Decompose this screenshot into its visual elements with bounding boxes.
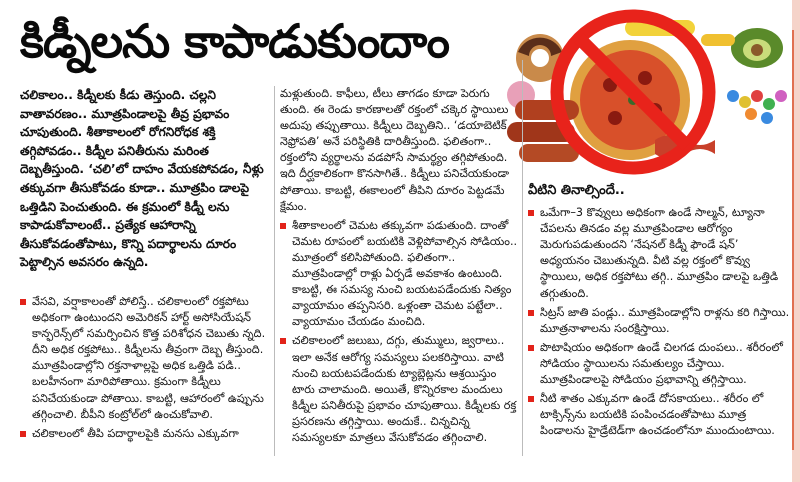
bullet-icon (528, 345, 534, 351)
page-edge-line (792, 30, 794, 450)
list-item: సిట్రస్ జాతి పండ్లు.. మూత్రపిండాల్లోని రాళ్లను కరి గిస్తాయి. మూత్రనాళాలను సంరక్షిస్తాయి. (528, 305, 790, 337)
list-item: పొటాషియం అధికంగా ఉండే చిలగడ దుంపలు.. శరీరంలో సోడియం స్థాయిలను సమతుల్యం చేస్తాయి. మూత్రపిండాలపై సోడియం ప్రభావాన్ని తగ్గిస్తాయి. (528, 340, 790, 388)
column-divider (274, 86, 275, 456)
bullet-icon (20, 299, 26, 305)
list-item: చలికాలంలో జలుబు, దగ్గు, తుమ్ములు, జ్వరాలు.. ఇలా అనేక ఆరోగ్య సమస్యలు పలకరిస్తాయి. వాటి నుంచి బయటపడేందుకు ట్యాబ్లెట్లను ఆశ్రయిస్తుం టారు చాలామంది. అయితే, కొన్నిరకాల మందులు కిడ్నీల పనితీరుపై ప్రభావం చూపుతాయి. కిడ్నీలకు రక్త ప్రసరణను తగ్గిస్తాయి. అందుకే.. చిన్నచిన్న సమస్యలకూ మాత్రలు వేసుకోవడం తగ్గించాలి. (280, 333, 518, 446)
list-item: శీతాకాలంలో చెమట తక్కువగా పడుతుంది. దాంతో చెమట రూపంలో బయటికి వెళ్లిపోవాల్సిన సోడియం.. మూత్రంలో కలిసిపోతుంది. ఫలితంగా.. మూత్రపిండాల్లో రాళ్లు ఏర్పడే అవకాశం ఉంటుంది. కాబట్టి, ఈ సమస్య నుంచి బయటపడేందుకు నిత్యం వ్యాయామం తప్పనిసరి. ఒళ్లంతా చెమట పట్టేలా.. వ్యాయామం చేయడం మంచిది. (280, 218, 518, 331)
column-divider (522, 60, 523, 456)
bullet-icon (280, 223, 286, 229)
article-column-1 (20, 294, 270, 445)
bullet-icon (20, 431, 26, 437)
list-item: మళ్లుతుంది. కాఫీలు, టీలు తాగడం కూడా పెరుగు తుంది. ఈ రెండు కారణాలతో రక్తంలో చక్కెర స్థాయిలు అదుపు తప్పుతాయి. కిడ్నీలు దెబ్బతిని.. ‘డయాబెటిక్ నెఫ్రోపతి’ అనే పరిస్థితికి దారితీస్తుంది. ఫలితంగా.. రక్తంలోని వ్యర్థాలను వడపోసే సామర్థ్యం తగ్గిపోతుంది. ఇది దీర్ఘకాలికంగా కొనసాగితే.. కిడ్నీలు పనిచేయకుండా పోతాయి. కాబట్టి, ఈకాలంలో తీపిని దూరం పెట్టడమే క్షేమం. (280, 87, 510, 213)
list-item: వేసవి, వర్షాకాలంతో పోలిస్తే.. చలికాలంలో రక్తపోటు అధికంగా ఉంటుందని అమెరికన్ హార్ట్ అసోసియేషన్ కాన్ఫరెన్స్‌లో సమర్పించిన కొత్త పరిశోధన చెబుతు న్నది. దీని అధిక రక్తపోటు.. కిడ్నీలను తీవ్రంగా దెబ్బ తీస్తుంది. మూత్రపిండాల్లోని రక్తనాళాల్లపై అధిక ఒత్తిడి పడి.. బలహీనంగా మారిపోతాయి. క్రమంగా కిడ్నీలు పనిచేయకుండా పోతాయి. కాబట్టి, ఆహారంలో ఉప్పును తగ్గించాలి. బీపీని కంట్రోల్‌లో ఉంచుకోవాలి. (20, 294, 270, 423)
headline: కిడ్నీలను కాపాడుకుందాం (20, 14, 449, 68)
junk-food-prohibited-icon (505, 0, 790, 175)
sausage (515, 100, 579, 120)
intro-paragraph: చలికాలం.. కిడ్నీలకు కీడు తెస్తుంది. చల్లని వాతావరణం.. మూత్రపిండాలపై తీవ్ర ప్రభావం చూపుతుంది. శీతాకాలంలో రోగనిరోధక శక్తి తగ్గిపోవడం.. కిడ్నీల పనితీరును మరింత దెబ్బతీస్తుంది. ‘చలి’లో దాహం వేయకపోవడం, నీళ్లు తక్కువగా తీసుకోవడం కూడా.. మూత్రపిం డాలపై ఒత్తిడిని పెంచుతుంది. ఈ క్రమంలో కిడ్నీ లను కాపాడుకోవాలంటే.. ప్రత్యేక ఆహారాన్ని తీసుకోవడంతోపాటు, కొన్ని పదార్థాలను దూరం పెట్టాల్సిన అవసరం ఉన్నది. (20, 88, 264, 270)
list-item: ఒమేగా–3 కొవ్వులు అధికంగా ఉండే సాల్మన్, ట్యూనా చేపలను తినడం వల్ల మూత్రపిండాల ఆరోగ్యం మెరుగుపడుతుందని ‘నేషనల్ కిడ్నీ ఫౌండే షన్’ అధ్యయనం చెబుతున్నది. వీటి వల్ల రక్తంలో కొవ్వు స్థాయిలు, అధిక రక్తపోటు తగ్గి.. మూత్రపిం డాలపై ఒత్తిడి తగ్గుతుంది. (528, 205, 790, 302)
list-item: చలికాలంలో తీపి పదార్థాలపైకి మనసు ఎక్కువగా (20, 426, 270, 442)
bullet-icon (528, 210, 534, 216)
list-item: నీటి శాతం ఎక్కువగా ఉండే దోసకాయలు.. శరీరం లో టాక్సిన్స్‌ను బయటికి పంపించడంతోపాటు మూత్ర పిండాలను హైడ్రేటెడ్‌గా ఉంచడంలోనూ ముందుంటాయి. (528, 391, 790, 439)
article-column-2 (280, 86, 518, 449)
bullet-icon (528, 310, 534, 316)
bullet-icon (280, 338, 286, 344)
bullet-icon (528, 396, 534, 402)
sidebar-box (528, 183, 790, 442)
sidebar-title: వీటిని తినాల్సిందే.. (528, 183, 625, 198)
